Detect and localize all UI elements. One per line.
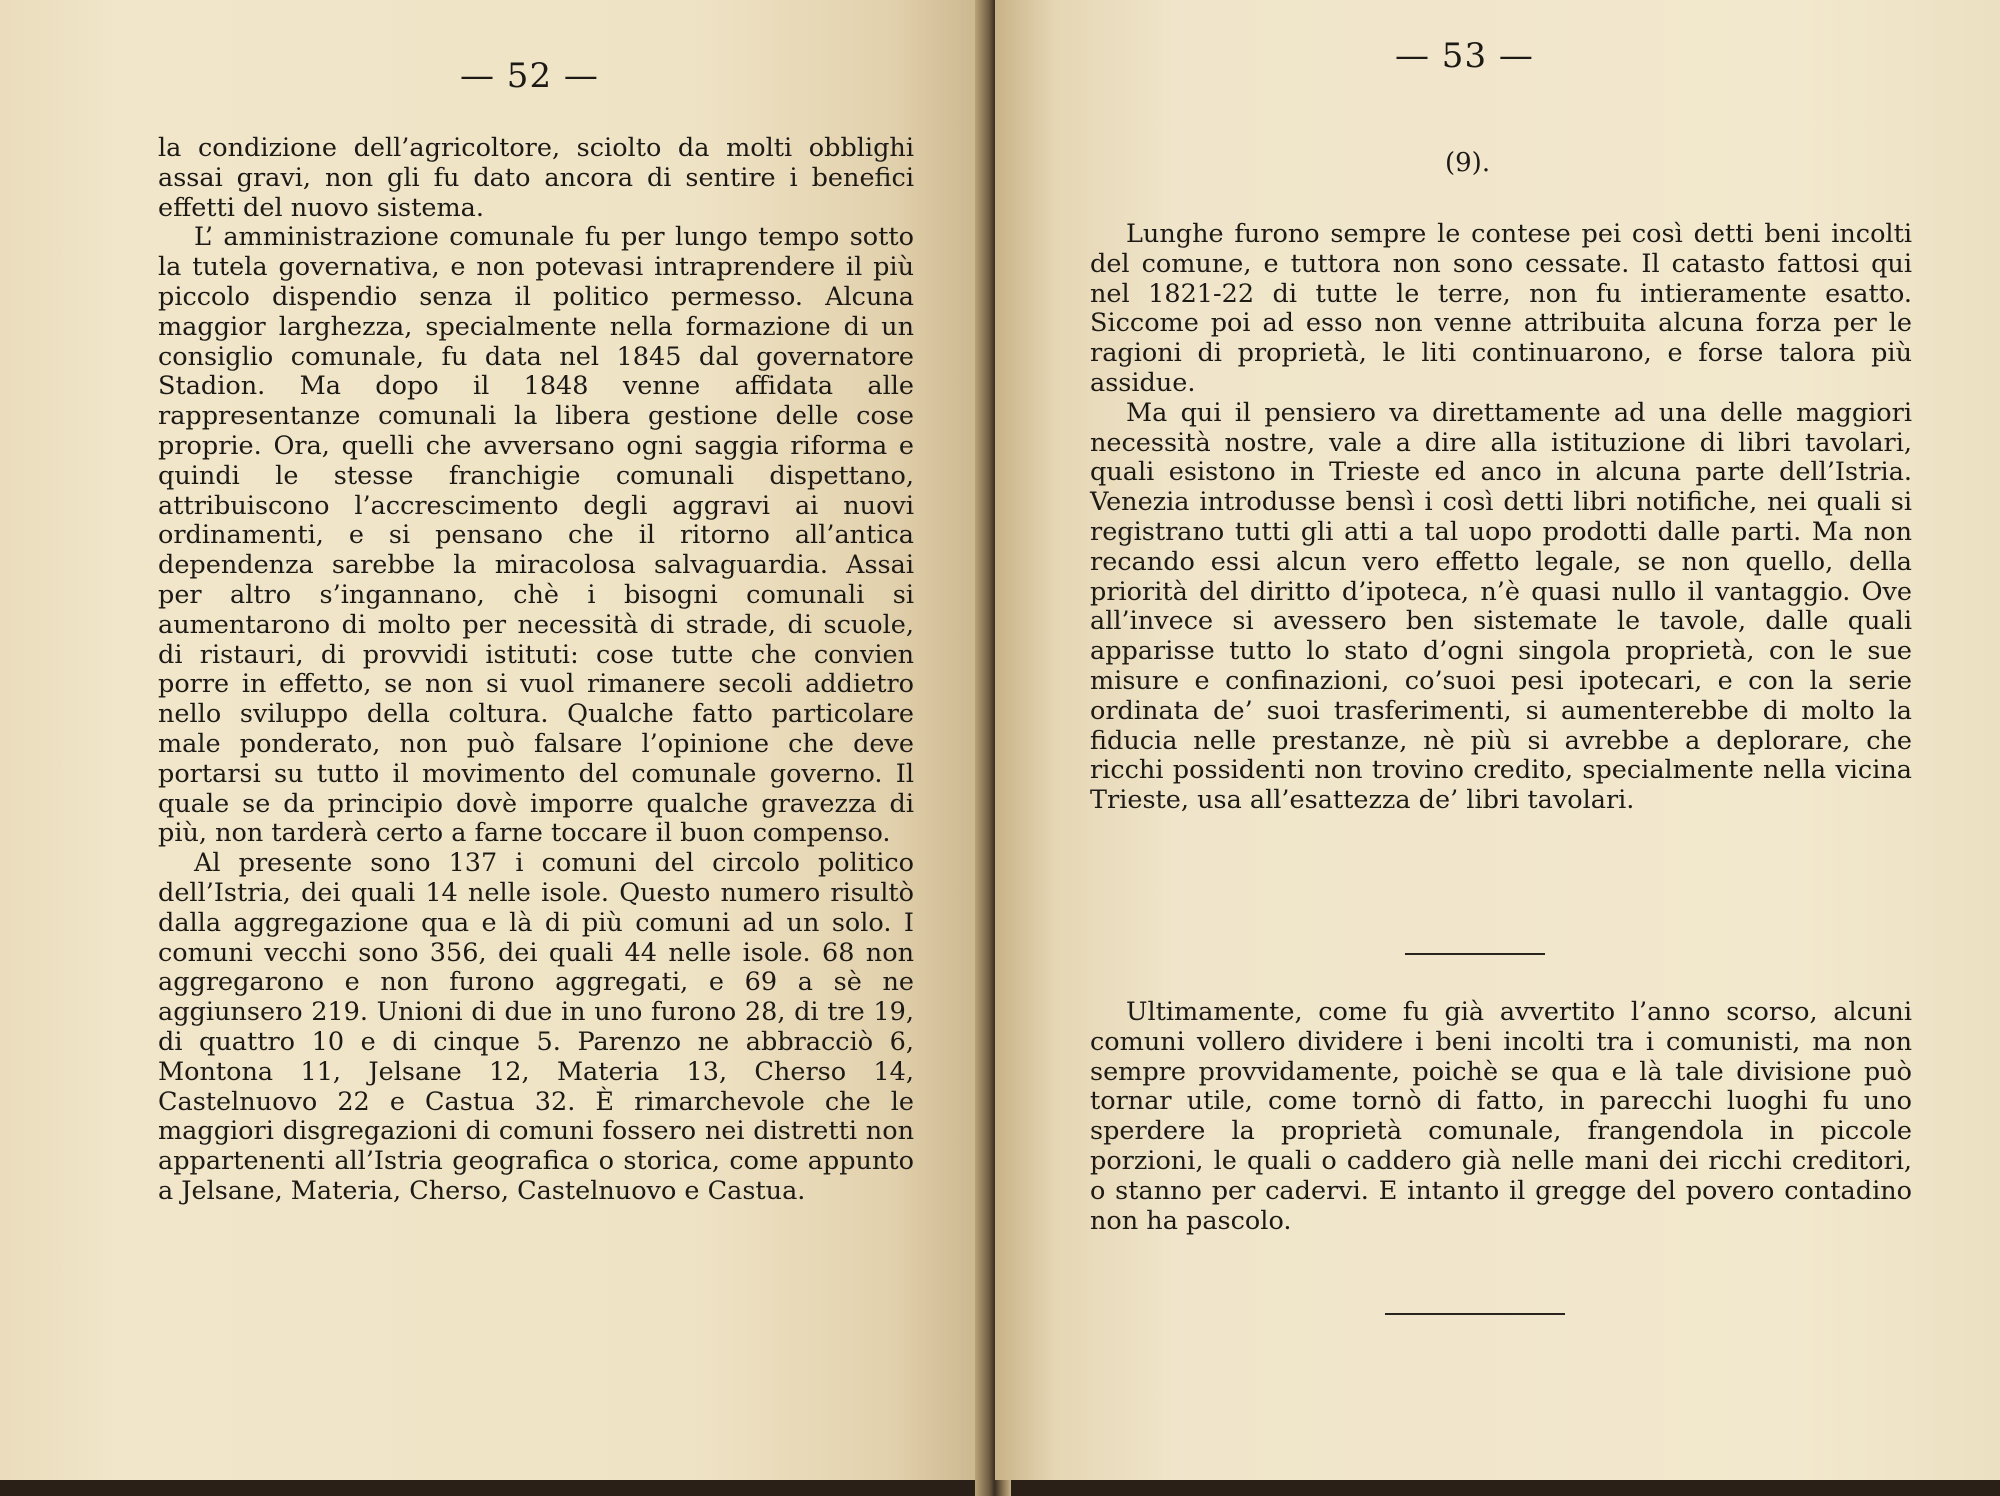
section-divider-rule: [1405, 953, 1545, 955]
end-divider-rule: [1385, 1313, 1565, 1315]
right-text-block: [1090, 220, 1912, 816]
left-page: [0, 0, 990, 1480]
left-text-block: [158, 134, 914, 1207]
right-paragraph-2: Ma qui il pensiero va direttamente ad una delle maggiori necessità nostre, vale a dire alla istituzione di libri tavolari, quali esistono in Trieste ed anco in alcuna parte dell’Istria. Venezia introdusse bensì i così detti libri notifiche, nei quali si registrano tutti gli atti a tal uopo prodotti dalle parti. Ma non recando essi alcun vero effetto legale, se non quello, della priorità del diritto d’ipoteca, n’è quasi nullo il vantaggio. Ove all’invece si avessero ben sistemate le tavole, dalle quali apparisse tutto lo stato d’ogni singola proprietà, con le sue misure e confinazioni, co’suoi pesi ipotecari, e con la serie ordinata de’ suoi trasferimenti, si aumenterebbe di molto la fiducia nelle prestanze, nè più si avrebbe a deplorare, che ricchi possidenti non trovino credito, specialmente nella vicina Trieste, usa all’esattezza de’ libri tavolari.: [1090, 397, 1912, 816]
right-text-block-after-rule: [1090, 998, 1912, 1236]
left-paragraph-1: la condizione dell’agricoltore, sciolto da molti obblighi assai gravi, non gli fu dato ancora di sentire i benefici effetti del nuovo sistema.: [158, 133, 914, 223]
page-number-left: — 52 —: [460, 56, 599, 96]
note-number: (9).: [1445, 148, 1491, 178]
right-page: [995, 0, 2000, 1480]
right-paragraph-3: Ultimamente, come fu già avvertito l’anno scorso, alcuni comuni vollero dividere i beni incolti tra i comunisti, ma non sempre provvidamente, poichè se qua e là tale divisione può tornar utile, come tornò di fatto, in parecchi luoghi fu uno sperdere la proprietà comunale, frangendola in piccole porzioni, le quali o caddero già nelle mani dei ricchi creditori, o stanno per cadervi. E intanto il gregge del povero contadino non ha pascolo.: [1090, 997, 1912, 1236]
right-paragraph-1: Lunghe furono sempre le contese pei così detti beni incolti del comune, e tuttora non sono cessate. Il catasto fattosi qui nel 1821-22 di tutte le terre, non fu intieramente esatto. Siccome poi ad esso non venne attribuita alcuna forza per le ragioni di proprietà, le liti continuarono, e forse talora più assidue.: [1090, 219, 1912, 398]
left-paragraph-2: L’ amministrazione comunale fu per lungo tempo sotto la tutela governativa, e non potevasi intraprendere il più piccolo dispendio senza il politico permesso. Alcuna maggior larghezza, specialmente nella formazione di un consiglio comunale, fu data nel 1845 dal governatore Stadion. Ma dopo il 1848 venne affidata alle rappresentanze comunali la libera gestione delle cose proprie. Ora, quelli che avversano ogni saggia riforma e quindi le stesse franchigie comunali dispettano, attribuiscono l’accrescimento degli aggravi ai nuovi ordinamenti, e si pensano che il ritorno all’antica dependenza sarebbe la miracolosa salvaguardia. Assai per altro s’ingannano, chè i bisogni comunali si aumentarono di molto per necessità di strade, di scuole, di ristauri, di provvidi istituti: cose tutte che convien porre in effetto, se non si vuol rimanere secoli addietro nello sviluppo della coltura. Qualche fatto particolare male ponderato, non può falsare l’opinione che deve portarsi su tutto il movimento del comunale governo. Il quale se da principio dovè imporre qualche gravezza di più, non tarderà certo a farne toccare il buon compenso.: [158, 222, 914, 849]
left-paragraph-3: Al presente sono 137 i comuni del circolo politico dell’Istria, dei quali 14 nelle isole. Questo numero risultò dalla aggregazione qua e là di più comuni ad un solo. I comuni vecchi sono 356, dei quali 44 nelle isole. 68 non aggregarono e non furono aggregati, e 69 a sè ne aggiunsero 219. Unioni di due in uno furono 28, di tre 19, di quattro 10 e di cinque 5. Parenzo ne abbracciò 6, Montona 11, Jelsane 12, Materia 13, Cherso 14, Castelnuovo 22 e Castua 32. È rimarchevole che le maggiori disgregazioni di comuni fossero nei distretti non appartenenti all’Istria geografica o storica, come appunto a Jelsane, Materia, Cherso, Castelnuovo e Castua.: [158, 848, 914, 1206]
page-number-right: — 53 —: [1395, 36, 1534, 76]
